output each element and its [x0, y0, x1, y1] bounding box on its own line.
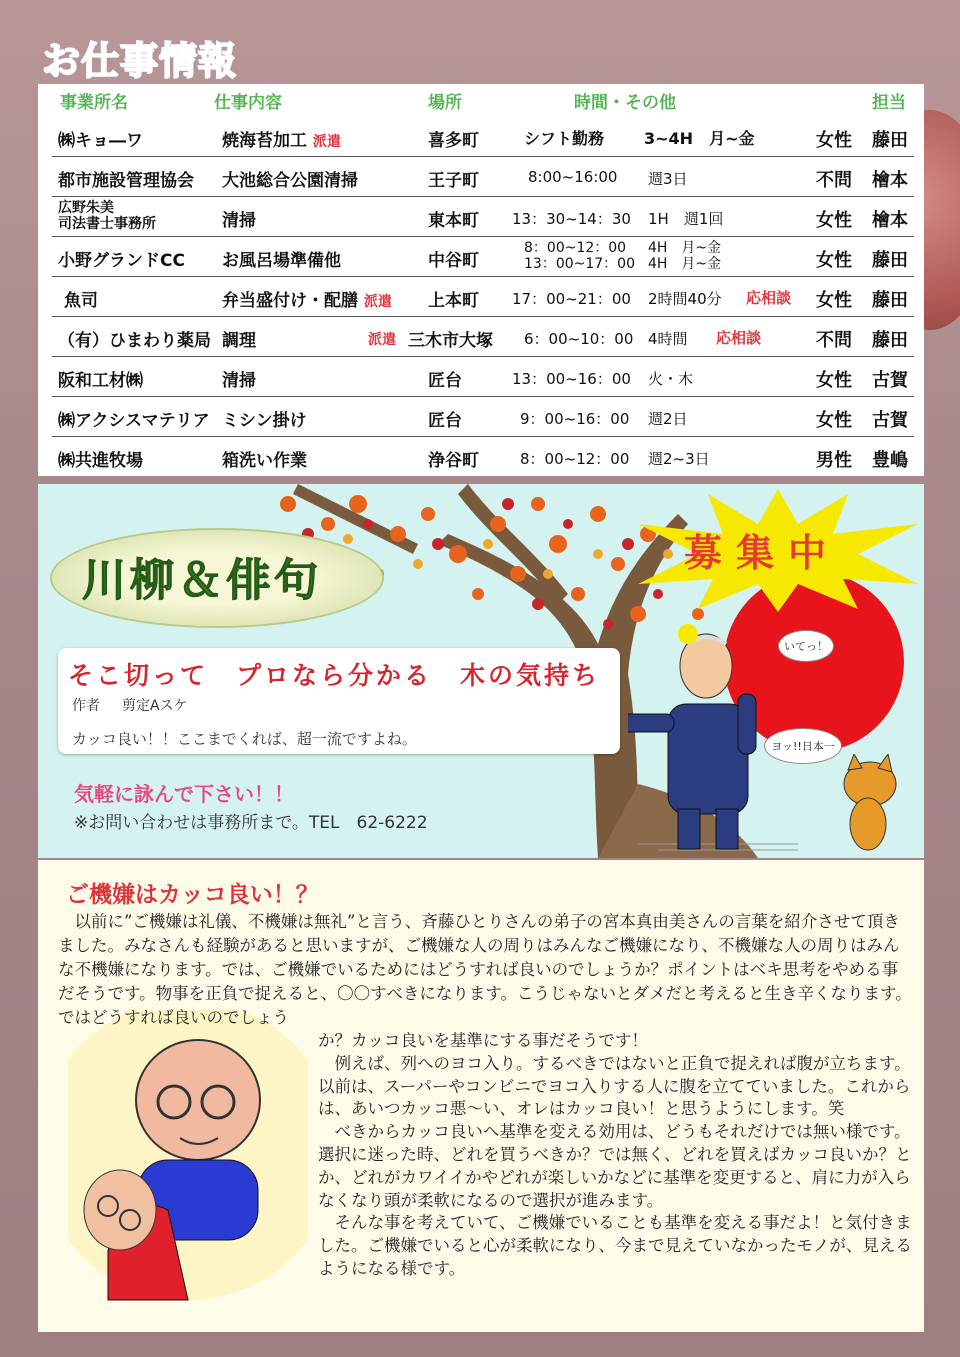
poem-author-label: 作者: [72, 698, 100, 714]
job-staff: 古賀: [872, 410, 908, 431]
essay-paragraph-narrow: [318, 1030, 914, 1281]
dispatch-tag: 派遣: [368, 332, 396, 348]
job-gender: 女性: [816, 290, 852, 311]
job-row: [52, 196, 914, 237]
job-time: 8：00~12：00 13：00~17：00: [524, 240, 635, 272]
consult-tag: 応相談: [716, 329, 762, 347]
job-work: 大池総合公園清掃: [222, 171, 358, 191]
job-work: 焼海苔加工 派遣: [222, 131, 341, 151]
senryu-section: [38, 484, 924, 858]
poem-comment: カッコ良い！！ここまでくれば、超一流ですよね。: [72, 730, 417, 748]
old-man-illustration: [628, 624, 778, 854]
contact-text: ※お問い合わせは事務所まで。TEL 62-6222: [74, 813, 428, 833]
job-time: 8：00~12：00: [520, 450, 630, 468]
job-row: [52, 156, 914, 197]
job-days: 週3日: [648, 170, 688, 188]
job-gender: 不問: [816, 330, 852, 351]
job-office: 魚司: [64, 291, 98, 311]
job-time: 17：00~21：00: [512, 290, 631, 308]
job-gender: 女性: [816, 410, 852, 431]
job-office: （有）ひまわり薬局: [58, 331, 211, 351]
job-days: 週2~3日: [648, 450, 710, 468]
job-row: [52, 116, 914, 157]
job-time: 6：00~10：00: [524, 330, 634, 348]
job-time: 8:00~16:00: [528, 168, 618, 186]
job-place: 匠台: [428, 411, 462, 431]
essay-section: [38, 860, 924, 1332]
speech-bubble-cheer: ヨッ!!日本一: [764, 728, 842, 764]
essay-title: ご機嫌はカッコ良い！？: [66, 882, 319, 908]
essay-paragraph-full: [58, 910, 914, 1030]
monk-illustration: [68, 1010, 308, 1330]
dog-illustration: [832, 754, 912, 854]
job-place: 匠台: [428, 371, 462, 391]
jobs-title: お仕事情報: [42, 39, 238, 83]
job-work: 弁当盛付け・配膳 派遣: [222, 291, 392, 311]
job-time: 13：30~14：30: [512, 210, 631, 228]
poem-text: そこ切って プロなら分かる 木の気持ち: [68, 661, 601, 690]
job-office: ㈱キョ―ワ: [58, 131, 143, 151]
header-office: 事業所名: [60, 93, 128, 113]
essay-text-narrow: か？カッコ良いを基準にする事だそうです！ 例えば、列へのヨコ入り。するべきではないと正負で捉えれば腹が立ちます。以前は、スーパーやコンビニでヨコ入りする人に腹を立てていました。これからは、あいつカッコ悪～い、オレはカッコ良い！と思うようにします。笑 べきからカッコ良いへ基準を変える効用は、どうもそれだけでは無い様です。選択に迷った時、どれを買うべきか？では無く、どれを買えばカッコ良いか？とか、どれがカワイイかやどれが楽しいかなどに基準を変更すると、肩に力が入らなくなり頭が柔軟になるので選択が進みます。 そんな事を考えていて、ご機嫌でいることも基準を変える事だよ！と気付きました。ご機嫌でいると心が柔軟になり、今まで見えていなかったモノが、見えるようになる様です。: [318, 1031, 912, 1278]
job-office: ㈱共進牧場: [58, 451, 143, 471]
recruiting-label: 募集中: [684, 531, 841, 575]
job-work: お風呂場準備他: [222, 251, 341, 271]
job-office: 阪和工材㈱: [58, 371, 143, 391]
consult-tag: 応相談: [746, 289, 792, 307]
job-row: [52, 276, 914, 317]
jobs-table: [38, 84, 924, 476]
job-days: 1H 週1回: [648, 210, 724, 228]
job-days: 火・木: [648, 370, 694, 388]
job-place: 浄谷町: [428, 451, 479, 471]
job-gender: 女性: [816, 210, 852, 231]
job-days: 3~4H 月~金: [644, 129, 755, 148]
header-place: 場所: [428, 93, 462, 113]
header-time: 時間・その他: [574, 93, 676, 113]
job-work: 清掃: [222, 211, 256, 231]
job-staff: 豊嶋: [872, 450, 908, 471]
job-staff: 藤田: [872, 130, 908, 151]
job-office: 広野朱美 司法書士事務所: [58, 200, 156, 232]
speech-bubble-ouch: いてっ！: [778, 630, 834, 662]
essay-text-full: 以前に”ご機嫌は礼儀、不機嫌は無礼”と言う、斉藤ひとりさんの弟子の宮本真由美さんの言葉を紹介させて頂きました。みなさんも経験があると思いますが、ご機嫌な人の周りはみんなご機嫌になり、不機嫌な人の周りはみんな不機嫌になります。では、ご機嫌でいるためにはどうすれば良いのでしょうか？ポイントはベキ思考をやめる事だそうです。物事を正負で捉えると、〇〇すべきになります。こうじゃないとダメだと考えると生き辛くなります。ではどうすれば良いのでしょう: [58, 912, 912, 1027]
job-place: 中谷町: [428, 251, 479, 271]
job-staff: 藤田: [872, 250, 908, 271]
header-staff: 担当: [872, 93, 906, 113]
job-place: 喜多町: [428, 131, 479, 151]
job-work: 調理: [222, 331, 256, 351]
job-row: [52, 236, 914, 277]
job-time: 13：00~16：00: [512, 370, 631, 388]
job-place: 東本町: [428, 211, 479, 231]
poem-author: 剪定Aスケ: [122, 698, 188, 714]
job-work: 箱洗い作業: [222, 451, 307, 471]
job-place: 王子町: [428, 171, 479, 191]
job-office: 都市施設管理協会: [58, 171, 194, 191]
job-office: ㈱アクシスマテリア: [58, 411, 210, 431]
job-staff: 古賀: [872, 370, 908, 391]
job-row: [52, 316, 914, 357]
job-work: ミシン掛け: [222, 411, 307, 431]
job-time: シフト勤務: [524, 129, 605, 148]
job-gender: 女性: [816, 130, 852, 151]
job-gender: 女性: [816, 370, 852, 391]
job-gender: 女性: [816, 250, 852, 271]
job-gender: 不問: [816, 170, 852, 191]
senryu-logo-text: 川柳＆俳句: [82, 555, 322, 606]
job-row: [52, 436, 914, 476]
job-row: [52, 396, 914, 437]
job-gender: 男性: [816, 450, 852, 471]
job-place: 三木市大塚: [408, 331, 493, 351]
job-time: 9：00~16：00: [520, 410, 630, 428]
job-days: 2時間40分: [648, 290, 722, 308]
job-days: 4時間: [648, 330, 688, 348]
invite-text: 気軽に詠んで下さい！！: [74, 782, 294, 806]
job-work: 清掃: [222, 371, 256, 391]
job-office: 小野グランドCC: [58, 251, 185, 271]
header-work: 仕事内容: [214, 93, 282, 113]
job-place: 上本町: [428, 291, 479, 311]
job-staff: 藤田: [872, 330, 908, 351]
job-staff: 藤田: [872, 290, 908, 311]
job-staff: 檜本: [872, 170, 908, 191]
job-days: 4H 月~金 4H 月~金: [648, 240, 722, 272]
job-days: 週2日: [648, 410, 688, 428]
job-row: [52, 356, 914, 397]
dispatch-tag: 派遣: [363, 294, 392, 310]
jobs-header: [38, 84, 924, 114]
job-staff: 檜本: [872, 210, 908, 231]
dispatch-tag: 派遣: [312, 134, 341, 150]
